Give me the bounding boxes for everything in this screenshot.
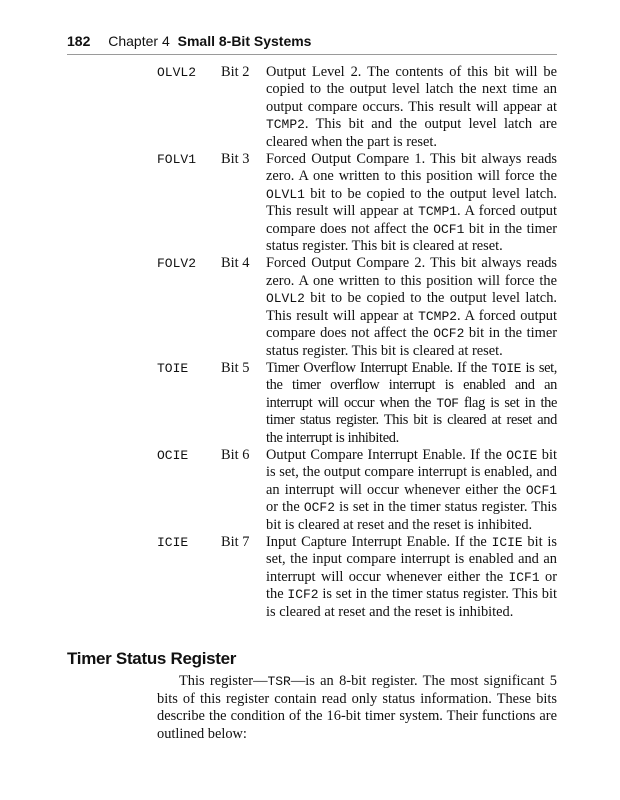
bit-name: FOLV1	[157, 152, 197, 168]
bit-number: Bit 2	[221, 64, 250, 80]
bit-number: Bit 4	[221, 255, 250, 272]
section-heading: Timer Status Register	[67, 649, 237, 668]
bit-description: Forced Output Compare 2. This bit always reads zero. A one written to this position will force the OLVL2 bit to be copied to the output level latch. This result will appear at TCMP2. A forced output compare does not affect the OCF2 bit in the timer status register. This bit is cleared at reset.	[266, 255, 558, 359]
bit-number: Bit 3	[221, 151, 250, 168]
section-paragraph: This register—TSR—is an 8-bit register. The most significant 5 bits of this register contain read only status information. These bits describe the condition of the 16-bit timer system. Their functions are outlined below:	[157, 673, 557, 742]
page-number: 182	[67, 33, 91, 49]
bit-entry-toie	[157, 360, 557, 447]
chapter-label: Chapter 4	[108, 33, 170, 49]
bit-description: Input Capture Interrupt Enable. If the ICIE bit is set, the input compare interrupt is enabled and an interrupt will occur whenever either the ICF1 or the ICF2 is set in the timer status register. This bit is cleared at reset and the reset is inhibited.	[266, 533, 557, 620]
bit-definitions-list	[157, 64, 557, 621]
bit-entry-ocie	[157, 447, 557, 534]
header-rule	[67, 54, 557, 55]
bit-name: OCIE	[157, 447, 189, 463]
bit-entry-olvl2	[157, 64, 557, 151]
bit-name: FOLV2	[157, 256, 197, 272]
bit-entry-folv2	[157, 255, 557, 359]
bit-description: Output Compare Interrupt Enable. If the OCIE bit is set, the output compare interrupt is enabled, and an interrupt will occur whenever either the OCF1 or the OCF2 is set in the timer status register. This bit is cleared at reset and the reset is inhibited.	[266, 446, 558, 533]
bit-number: Bit 6	[221, 446, 250, 463]
bit-name: ICIE	[157, 534, 189, 550]
bit-description: Forced Output Compare 1. This bit always reads zero. A one written to this position will force the OLVL1 bit to be copied to the output level latch. This result will appear at TCMP1. A forced output compare does not affect the OCF1 bit in the timer status register. This bit is cleared at reset.	[266, 151, 558, 255]
bit-description: Output Level 2. The contents of this bit will be copied to the output level latch the next time an output compare occurs. This result will appear at TCMP2. This bit and the output level latch are cleared when the part is reset.	[266, 64, 557, 150]
bit-number: Bit 5	[221, 359, 250, 376]
bit-description: Timer Overflow Interrupt Enable. If the TOIE is set, the timer overflow interrupt is enabled and an interrupt will occur when the TOF flag is set in the timer status register. This bit is cleared at reset and the interrupt is inhibited.	[266, 359, 558, 446]
running-header	[67, 33, 557, 49]
chapter-title: Small 8-Bit Systems	[177, 33, 312, 49]
bit-number: Bit 7	[221, 533, 250, 550]
bit-entry-folv1	[157, 151, 557, 255]
bit-entry-icie	[157, 534, 557, 621]
bit-name: TOIE	[157, 360, 189, 376]
bit-name: OLVL2	[157, 65, 197, 80]
